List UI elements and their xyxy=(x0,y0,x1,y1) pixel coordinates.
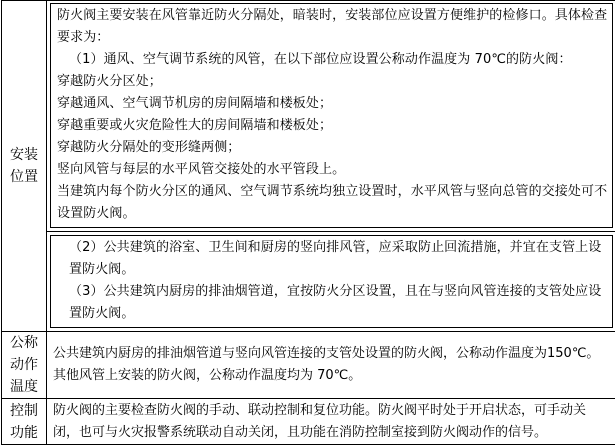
install-block-1 xyxy=(50,3,613,228)
label-temperature-line-2: 动作 xyxy=(2,354,46,376)
table-row-temperature xyxy=(2,332,615,399)
table-row-install xyxy=(2,1,615,232)
install-subitem-2: 穿越通风、空气调节机房的房间隔墙和楼板处； xyxy=(57,93,608,115)
label-control-line-1: 控制 xyxy=(2,400,46,422)
control-text: 防火阀的主要检查防火阀的手动、联动控制和复位功能。防火阀平时处于开启状态，可手动关闭，也可与火灾报警系统联动自动关闭，且功能在消防控制室接到防火阀动作的信号。 xyxy=(47,399,615,444)
table-row-install-2 xyxy=(2,232,615,332)
label-temperature-line-1: 公称 xyxy=(2,332,46,354)
install-subitem-4: 穿越防火分隔处的变形缝两侧； xyxy=(57,137,608,159)
info-table xyxy=(1,0,615,445)
install-item-2: （2）公共建筑的浴室、卫生间和厨房的竖向排风管，应采取防止回流措施，并宜在支管上设置防火阀。 xyxy=(57,237,608,281)
install-content-2 xyxy=(47,232,615,332)
label-temperature-line-3: 温度 xyxy=(2,376,46,398)
install-subitem-3: 穿越重要或火灾危险性大的房间隔墙和楼板处； xyxy=(57,115,608,137)
label-control xyxy=(2,399,47,445)
install-note: 当建筑内每个防火分区的通风、空气调节系统均独立设置时，水平风管与竖向总管的交接处可不设置防火阀。 xyxy=(57,181,608,225)
temperature-content xyxy=(47,332,615,399)
label-temperature xyxy=(2,332,47,399)
table-row-control xyxy=(2,399,615,445)
install-content-1 xyxy=(47,1,615,232)
install-intro: 防火阀主要安装在风管靠近防火分隔处，暗装时，安装部位应设置方便维护的检修口。具体检查要求为： xyxy=(57,5,608,49)
install-block-2 xyxy=(50,235,613,328)
label-control-line-2: 功能 xyxy=(2,422,46,444)
label-install-line-1: 安装 xyxy=(2,144,46,166)
install-subitem-5: 竖向风管与每层的水平风管交接处的水平管段上。 xyxy=(57,159,608,181)
install-item-1: （1）通风、空气调节系统的风管，在以下部位应设置公称动作温度为 70℃的防火阀： xyxy=(57,49,608,71)
install-item-3: （3）公共建筑内厨房的排油烟管道，宜按防火分区设置，且在与竖向风管连接的支管处应设置防火阀。 xyxy=(57,281,608,325)
install-subitem-1: 穿越防火分区处； xyxy=(57,71,608,93)
control-content xyxy=(47,399,615,445)
label-install-line-2: 位置 xyxy=(2,166,46,188)
label-install xyxy=(2,1,47,332)
temperature-text: 公共建筑内厨房的排油烟管道与竖向风管连接的支管处设置的防火阀，公称动作温度为150℃。其他风管上安装的防火阀，公称动作温度均为 70℃。 xyxy=(47,339,615,391)
